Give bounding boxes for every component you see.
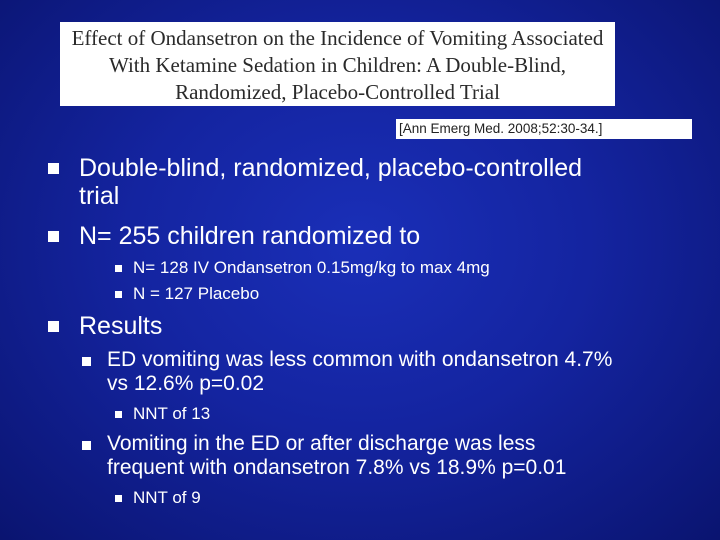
title-line: With Ketamine Sedation in Children: A Double-Blind, <box>108 53 567 77</box>
bullet-text: trial <box>79 182 120 210</box>
bullet-text: vs 12.6% p=0.02 <box>107 372 265 395</box>
bullet-text: Results <box>79 312 163 340</box>
bullet-text: Vomiting in the ED or after discharge was less <box>107 432 536 455</box>
bullet-arm-ondansetron <box>115 258 490 278</box>
bullet-square-icon <box>48 231 59 242</box>
bullet-text: frequent with ondansetron 7.8% vs 18.9% p=0.01 <box>107 456 567 479</box>
bullet-result-ed-vomiting <box>82 348 612 396</box>
bullet-square-icon <box>115 495 122 502</box>
bullet-text: N= 128 IV Ondansetron 0.15mg/kg to max 4mg <box>133 258 490 277</box>
title-line: Effect of Ondansetron on the Incidence of Vomiting Associated <box>71 26 604 50</box>
bullet-nnt-9 <box>115 488 201 508</box>
bullet-design <box>48 154 582 210</box>
bullet-square-icon <box>82 357 91 366</box>
bullet-results <box>48 312 162 340</box>
bullet-arm-placebo <box>115 284 259 304</box>
citation: [Ann Emerg Med. 2008;52:30-34.] <box>396 119 692 139</box>
bullet-text: N = 127 Placebo <box>133 284 260 303</box>
bullet-text: NNT of 9 <box>133 488 201 507</box>
bullet-square-icon <box>115 411 122 418</box>
bullet-square-icon <box>82 441 91 450</box>
bullet-text: ED vomiting was less common with ondansetron 4.7% <box>107 348 613 371</box>
title-line: Randomized, Placebo-Controlled Trial <box>175 80 500 104</box>
bullet-text: NNT of 13 <box>133 404 211 423</box>
bullet-population <box>48 222 420 250</box>
bullet-text: N= 255 children randomized to <box>79 222 421 250</box>
bullet-square-icon <box>48 321 59 332</box>
bullet-square-icon <box>115 291 122 298</box>
article-title-image <box>60 22 615 106</box>
bullet-nnt-13 <box>115 404 210 424</box>
bullet-square-icon <box>48 163 59 174</box>
bullet-result-discharge-vomiting <box>82 432 566 480</box>
bullet-square-icon <box>115 265 122 272</box>
bullet-text: Double-blind, randomized, placebo-controlled <box>79 154 583 182</box>
